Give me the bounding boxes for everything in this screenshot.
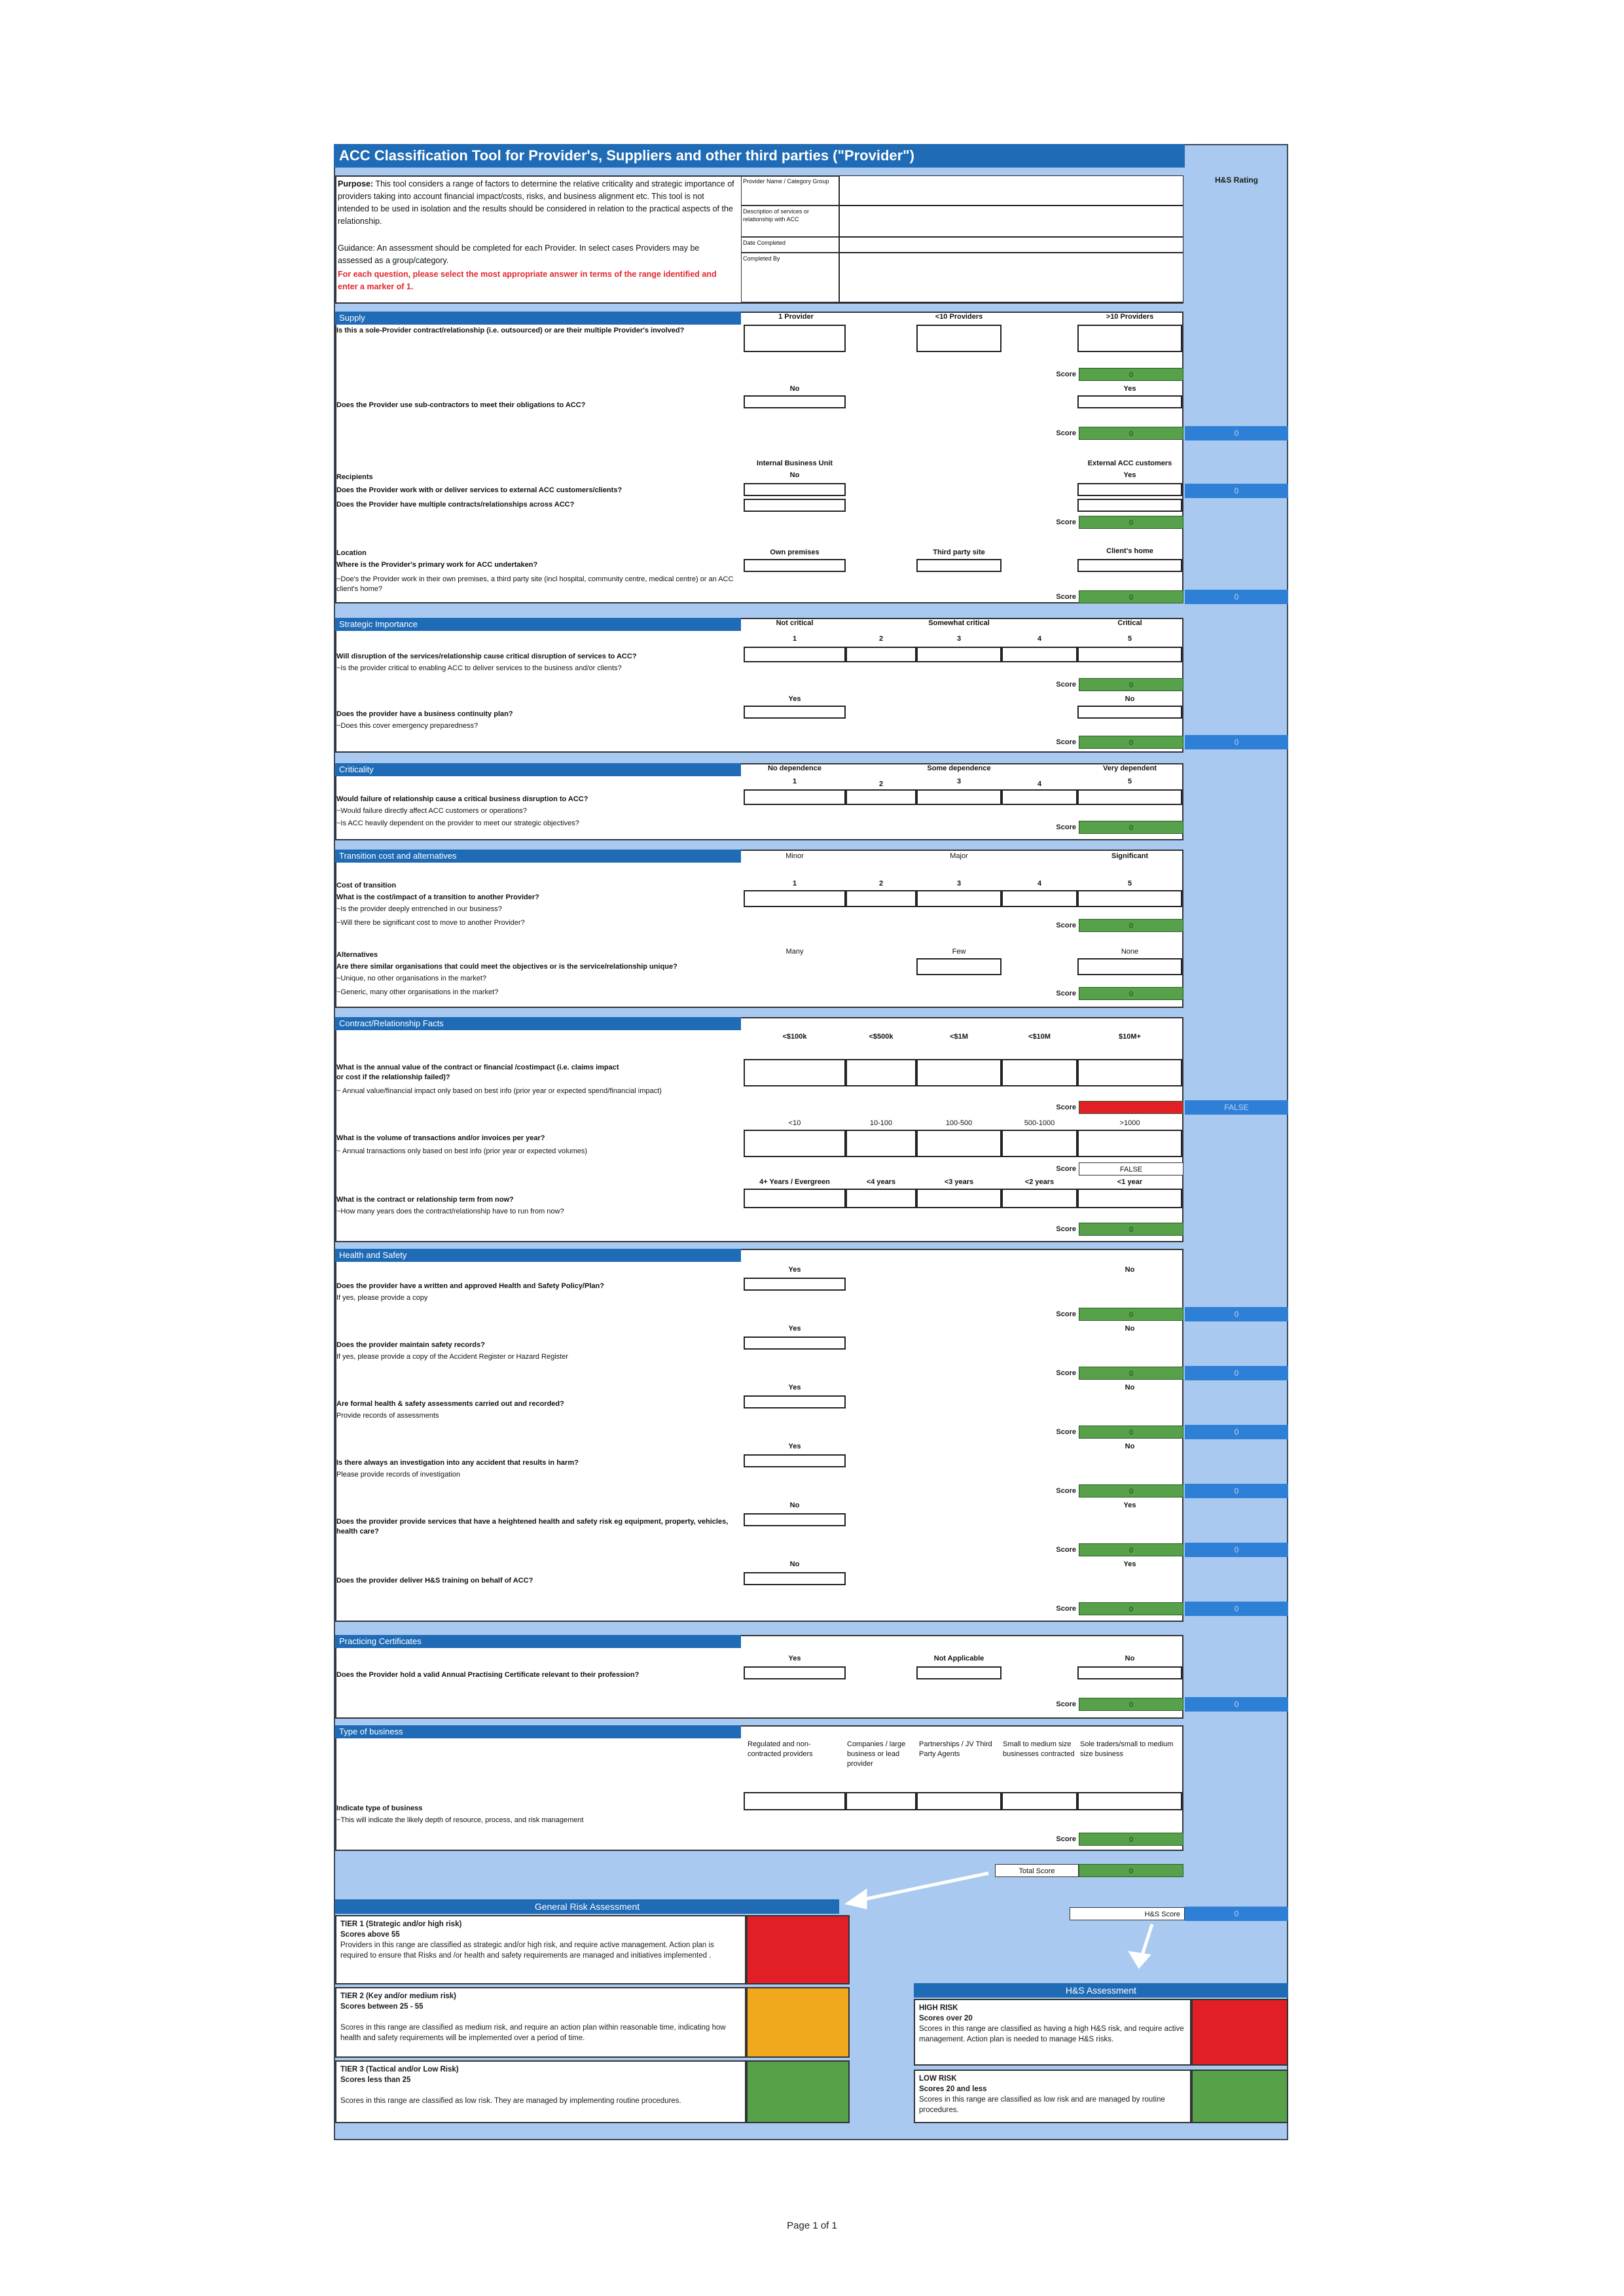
hs-q4-rating: 0 [1185, 1484, 1288, 1498]
business-opt-5: Sole traders/small to medium size business [1080, 1740, 1174, 1758]
contract-q2-sub: ~ Annual transactions only based on best info (prior year or expected volumes) [336, 1147, 588, 1155]
supply-q4-rating: 0 [1185, 590, 1288, 604]
contract-title: Contract/Relationship Facts [335, 1017, 741, 1030]
hs-q5-rating: 0 [1185, 1543, 1288, 1557]
business-q1: Indicate type of business [336, 1804, 423, 1812]
hs-q2-score-label: Score [1056, 1369, 1076, 1377]
contract-q1-opt-3: <$1M [950, 1033, 968, 1041]
supply-q3: Does the Provider work with or deliver services to external ACC customers/clients? [336, 486, 623, 494]
hs-low-risk-swatch [1191, 2070, 1288, 2123]
sheet-title: ACC Classification Tool for Provider's, Suppliers and other third parties ("Provider") [334, 144, 1185, 168]
strategic-q2-rating: 0 [1185, 735, 1288, 749]
supply-q4-opt-own: Own premises [770, 548, 820, 556]
hs-q4: Is there always an investigation into any accident that results in harm? [336, 1459, 579, 1467]
strategic-q2-sub: ~Does this cover emergency preparedness? [336, 722, 478, 730]
transition-q2-opt-many: Many [785, 948, 804, 956]
practicing-q1: Does the Provider hold a valid Annual Practising Certificate relevant to their profession? [336, 1671, 640, 1679]
hs-q5-score-label: Score [1056, 1546, 1076, 1554]
hs-q3-score: 0 [1079, 1426, 1183, 1439]
hs-q6-score: 0 [1079, 1602, 1183, 1615]
strategic-q2-score-label: Score [1056, 738, 1076, 746]
business-opt-3: Partnerships / JV Third Party Agents [919, 1740, 992, 1758]
hs-q4-sub: Please provide records of investigation [336, 1471, 460, 1479]
hs-q3-opt-left: Yes [788, 1384, 801, 1391]
contract-q3-opt-3: <3 years [944, 1178, 974, 1186]
hs-q4-score-label: Score [1056, 1487, 1076, 1495]
contract-q1-opt-5: $10M+ [1119, 1033, 1141, 1041]
business-score-label: Score [1056, 1835, 1076, 1843]
tier-1-swatch [746, 1915, 850, 1984]
supply-q3b: Does the Provider have multiple contracts/relationships across ACC? [336, 501, 575, 509]
strategic-num-5: 5 [1127, 635, 1132, 643]
practicing-opt-no: No [1125, 1655, 1135, 1662]
supply-q4-heading: Location [336, 549, 367, 557]
transition-q2-opt-none: None [1121, 948, 1139, 956]
strategic-q1-sub: ~Is the provider critical to enabling ACC to deliver services to the business and/or clients? [336, 664, 622, 672]
transition-num-5: 5 [1127, 880, 1132, 888]
strategic-num-2: 2 [878, 635, 884, 643]
transition-q2-score: 0 [1079, 987, 1183, 1000]
supply-q3-score-label: Score [1056, 518, 1076, 526]
purpose-label: Purpose: [338, 179, 374, 188]
page-footer: Page 1 of 1 [787, 2220, 837, 2231]
contract-q1-opt-2: <$500k [869, 1033, 893, 1041]
hs-title: Health and Safety [335, 1249, 741, 1262]
hs-q2-sub: If yes, please provide a copy of the Accident Register or Hazard Register [336, 1353, 569, 1361]
hs-rating-header: H&S Rating [1215, 175, 1258, 185]
contract-q2-opt-5: >1000 [1119, 1119, 1140, 1127]
contract-q2-opt-2: 10-100 [869, 1119, 893, 1127]
strategic-q2-opt-no: No [1125, 695, 1135, 703]
supply-q4-score-label: Score [1056, 593, 1076, 601]
transition-scale-high: Significant [1111, 852, 1149, 860]
supply-q3-opt-yes: Yes [1123, 471, 1136, 479]
contract-q3-opt-1: 4+ Years / Evergreen [759, 1178, 830, 1186]
supply-q4-opt-third: Third party site [933, 548, 985, 556]
supply-q3-heading: Recipients [336, 473, 373, 481]
hs-q5-opt-right: Yes [1123, 1501, 1136, 1509]
supply-q4-score: 0 [1079, 590, 1183, 603]
contract-q1: What is the annual value of the contract or financial /costimpact (i.e. claims impact or cost if the relationship failed)? [336, 1064, 619, 1081]
supply-opt-3: >10 Providers [1106, 313, 1154, 321]
tier-2-desc: Scores in this range are classified as medium risk, and require an action plan within reasonable time, indicating how health and safety requirements will be implemented over a period of time. [340, 2024, 726, 2042]
strategic-scale-mid: Somewhat critical [928, 619, 990, 627]
contract-q3-score: 0 [1079, 1223, 1183, 1236]
general-risk-title: General Risk Assessment [335, 1899, 839, 1914]
tier-2 [335, 1987, 746, 2058]
hs-q2-rating: 0 [1185, 1366, 1288, 1380]
strategic-q2-score: 0 [1079, 736, 1183, 749]
hs-low-risk-name: LOW RISK [919, 2075, 957, 2083]
supply-q3-opt-no: No [789, 471, 800, 479]
supply-title: Supply [335, 312, 741, 325]
strategic-num-1: 1 [792, 635, 797, 643]
strategic-q2: Does the provider have a business continuity plan? [336, 710, 513, 718]
transition-q2-sub1: ~Unique, no other organisations in the market? [336, 975, 487, 982]
supply-q2-rating: 0 [1185, 426, 1288, 440]
tier-1-name: TIER 1 (Strategic and/or high risk) [340, 1920, 462, 1928]
transition-num-3: 3 [956, 880, 962, 888]
strategic-q1-score: 0 [1079, 678, 1183, 691]
hs-q5-opt-left: No [789, 1501, 800, 1509]
strategic-q2-opt-yes: Yes [788, 695, 801, 703]
tier-3-range: Scores less than 25 [340, 2076, 411, 2084]
strategic-scale-high: Critical [1117, 619, 1142, 627]
strategic-num-3: 3 [956, 635, 962, 643]
tier-2-name: TIER 2 (Key and/or medium risk) [340, 1992, 457, 2000]
hs-q4-score: 0 [1079, 1484, 1183, 1498]
hs-q3: Are formal health & safety assessments carried out and recorded? [336, 1400, 564, 1408]
field-date-label: Date Completed [741, 237, 839, 253]
contract-q1-score: FALSE [1079, 1101, 1183, 1114]
criticality-title: Criticality [335, 763, 741, 776]
hs-q6-rating: 0 [1185, 1602, 1288, 1616]
tier-1 [335, 1915, 746, 1984]
tier-1-range: Scores above 55 [340, 1931, 400, 1939]
supply-q4: Where is the Provider's primary work for ACC undertaken? [336, 561, 538, 569]
contract-q2-opt-4: 500-1000 [1024, 1119, 1055, 1127]
transition-q2-sub2: ~Generic, many other organisations in the market? [336, 988, 499, 996]
hs-q5: Does the provider provide services that have a heightened health and safety risk eg equipment, property, vehicles, health care? [336, 1518, 729, 1535]
criticality-scale-high: Very dependent [1103, 764, 1157, 772]
practicing-score: 0 [1079, 1698, 1183, 1711]
hs-low-risk-range: Scores 20 and less [919, 2085, 987, 2093]
hs-q1: Does the provider have a written and approved Health and Safety Policy/Plan? [336, 1282, 604, 1290]
criticality-q1-sub2: ~Is ACC heavily dependent on the provider to meet our strategic objectives? [336, 819, 579, 827]
transition-q1-score: 0 [1079, 919, 1183, 932]
contract-q3-opt-5: <1 year [1117, 1178, 1143, 1186]
supply-q2-score: 0 [1079, 427, 1183, 440]
supply-q2-opt-yes: Yes [1123, 385, 1136, 393]
contract-q1-score-label: Score [1056, 1103, 1076, 1111]
transition-q1-sub2: ~Will there be significant cost to move to another Provider? [336, 919, 525, 927]
hs-q1-rating: 0 [1185, 1307, 1288, 1321]
arrow-to-hs-assessment [1131, 1924, 1152, 1966]
criticality-num-4: 4 [1037, 780, 1042, 788]
contract-q2-score-label: Score [1056, 1165, 1076, 1173]
contract-q3: What is the contract or relationship term from now? [336, 1196, 514, 1204]
criticality-num-5: 5 [1127, 778, 1132, 785]
hs-q3-rating: 0 [1185, 1425, 1288, 1439]
supply-q4-sub: ~Doe's the Provider work in their own premises, a third party site (incl hospital, community centre, medical centre) or an ACC client's home? [336, 575, 734, 593]
field-provider-name-label: Provider Name / Category Group [741, 175, 839, 206]
supply-q2: Does the Provider use sub-contractors to meet their obligations to ACC? [336, 401, 586, 409]
supply-opt-2: <10 Providers [935, 313, 983, 321]
arrow-to-general-risk [848, 1873, 988, 1907]
transition-q1-score-label: Score [1056, 922, 1076, 929]
criticality-score: 0 [1079, 821, 1183, 834]
strategic-scale-low: Not critical [776, 619, 814, 627]
supply-q1-score: 0 [1079, 368, 1183, 381]
criticality-num-2: 2 [878, 780, 884, 788]
strategic-q1: Will disruption of the services/relationship cause critical disruption of services to ACC? [336, 653, 637, 660]
hs-low-risk-desc: Scores in this range are classified as low risk and are managed by routine procedures. [919, 2096, 1165, 2114]
supply-q1-score-label: Score [1056, 370, 1076, 378]
strategic-q1-score-label: Score [1056, 681, 1076, 689]
contract-q2-opt-3: 100-500 [945, 1119, 973, 1127]
hs-q3-score-label: Score [1056, 1428, 1076, 1436]
criticality-q1-sub1: ~Would failure directly affect ACC customers or operations? [336, 807, 527, 815]
contract-q2-score: FALSE [1079, 1162, 1183, 1175]
strategic-title: Strategic Importance [335, 618, 741, 631]
contract-q3-sub: ~How many years does the contract/relationship have to run from now? [336, 1208, 564, 1215]
tier-1-desc: Providers in this range are classified as strategic and/or high risk, and require active management. Action plan is required to ensure that Risks and /or health and safety requirements are managed and initiatives implemented . [340, 1941, 714, 1960]
hs-q2-score: 0 [1079, 1367, 1183, 1380]
hs-q6: Does the provider deliver H&S training on behalf of ACC? [336, 1577, 533, 1585]
contract-q1-rating: FALSE [1185, 1100, 1288, 1115]
transition-scale-low: Minor [785, 852, 804, 860]
supply-q3-rating: 0 [1185, 484, 1288, 498]
field-description-label: Description of services or relationship with ACC [741, 206, 839, 237]
transition-num-2: 2 [878, 880, 884, 888]
hs-q1-opt-right: No [1125, 1266, 1135, 1274]
supply-q2-score-label: Score [1056, 429, 1076, 437]
supply-q4-opt-client: Client's home [1106, 547, 1153, 555]
business-title: Type of business [335, 1725, 741, 1738]
business-opt-1: Regulated and non-contracted providers [748, 1740, 813, 1758]
contract-q3-score-label: Score [1056, 1225, 1076, 1233]
hs-q6-score-label: Score [1056, 1605, 1076, 1613]
hs-high-risk-swatch [1191, 1999, 1288, 2066]
supply-q3-score: 0 [1079, 516, 1183, 529]
practicing-score-label: Score [1056, 1700, 1076, 1708]
criticality-score-label: Score [1056, 823, 1076, 831]
business-q1-sub: ~This will indicate the likely depth of resource, process, and risk management [336, 1816, 584, 1824]
field-completed-by-label: Completed By [741, 253, 839, 302]
contract-q1-sub: ~ Annual value/financial impact only based on best info (prior year or expected spend/financial impact) [336, 1087, 662, 1095]
transition-num-4: 4 [1037, 880, 1042, 888]
criticality-q1: Would failure of relationship cause a critical business disruption to ACC? [336, 795, 588, 803]
transition-q1: What is the cost/impact of a transition to another Provider? [336, 893, 539, 901]
hs-high-risk-desc: Scores in this range are classified as having a high H&S risk, and require active management. Action plan is needed to manage H&S risks. [919, 2025, 1184, 2043]
hs-q1-score-label: Score [1056, 1310, 1076, 1318]
guidance-text: Guidance: An assessment should be completed for each Provider. In select cases Providers may be assessed as a group/category. [338, 243, 700, 265]
business-score: 0 [1079, 1833, 1183, 1846]
hs-high-risk [914, 1999, 1191, 2066]
hs-q4-opt-right: No [1125, 1443, 1135, 1450]
hs-q3-opt-right: No [1125, 1384, 1135, 1391]
hs-q2-opt-left: Yes [788, 1325, 801, 1333]
transition-q2-opt-few: Few [952, 948, 966, 956]
criticality-scale-mid: Some dependence [927, 764, 991, 772]
hs-q1-opt-left: Yes [788, 1266, 801, 1274]
supply-q2-opt-no: No [789, 385, 800, 393]
tier-2-range: Scores between 25 - 55 [340, 2003, 424, 2011]
instruction-text: For each question, please select the most appropriate answer in terms of the range identified and enter a marker of 1. [338, 270, 717, 291]
practicing-opt-yes: Yes [788, 1655, 801, 1662]
hs-q1-sub: If yes, please provide a copy [336, 1294, 428, 1302]
criticality-scale-low: No dependence [768, 764, 821, 772]
contract-q1-opt-4: <$10M [1028, 1033, 1051, 1041]
total-score-value: 0 [1079, 1864, 1183, 1877]
transition-q2: Are there similar organisations that could meet the objectives or is the service/relationship unique? [336, 963, 677, 971]
criticality-num-3: 3 [956, 778, 962, 785]
tier-3-name: TIER 3 (Tactical and/or Low Risk) [340, 2066, 459, 2073]
supply-opt-1: 1 Provider [778, 313, 814, 321]
hs-q1-score: 0 [1079, 1308, 1183, 1321]
business-opt-4: Small to medium size businesses contracted [1003, 1740, 1075, 1758]
hs-q3-sub: Provide records of assessments [336, 1412, 439, 1420]
hs-q2: Does the provider maintain safety records? [336, 1341, 485, 1349]
transition-q1-sub1: ~Is the provider deeply entrenched in our business? [336, 905, 502, 913]
contract-q3-opt-2: <4 years [866, 1178, 896, 1186]
hs-high-risk-name: HIGH RISK [919, 2004, 958, 2012]
strategic-num-4: 4 [1037, 635, 1042, 643]
hs-q2-opt-right: No [1125, 1325, 1135, 1333]
hs-score-value: 0 [1185, 1907, 1288, 1921]
tier-3-swatch [746, 2060, 850, 2123]
hs-q5-score: 0 [1079, 1543, 1183, 1556]
purpose-body: This tool considers a range of factors to determine the relative criticality and strategic importance of providers taking into account financial impact/costs, risks, and business alignment etc. This tool is not intended to be used in isolation and the results should be considered in relation to the practical aspects of the relationship. [338, 179, 734, 226]
contract-q3-opt-4: <2 years [1024, 1178, 1055, 1186]
hs-assessment-title: H&S Assessment [914, 1983, 1288, 1998]
practicing-rating: 0 [1185, 1697, 1288, 1712]
contract-q2: What is the volume of transactions and/or invoices per year? [336, 1134, 545, 1142]
hs-q6-opt-left: No [789, 1560, 800, 1568]
hs-score-label: H&S Score [1070, 1907, 1185, 1920]
transition-title: Transition cost and alternatives [335, 850, 741, 863]
total-score-label: Total Score [995, 1864, 1079, 1877]
hs-q6-opt-right: Yes [1123, 1560, 1136, 1568]
practicing-title: Practicing Certificates [335, 1635, 741, 1648]
contract-q1-opt-1: <$100k [782, 1033, 807, 1041]
practicing-opt-na: Not Applicable [933, 1655, 984, 1662]
transition-num-1: 1 [792, 880, 797, 888]
business-opt-2: Companies / large business or lead provider [847, 1740, 906, 1768]
transition-q2-score-label: Score [1056, 990, 1076, 997]
tier-2-swatch [746, 1987, 850, 2058]
tier-3 [335, 2060, 746, 2123]
hs-high-risk-range: Scores over 20 [919, 2015, 973, 2022]
supply-q3-opt-external: External ACC customers [1087, 459, 1172, 467]
hs-low-risk [914, 2070, 1191, 2123]
supply-q1: Is this a sole-Provider contract/relationship (i.e. outsourced) or are their multiple Provider's involved? [336, 327, 685, 334]
transition-q2-heading: Alternatives [336, 951, 378, 959]
hs-q4-opt-left: Yes [788, 1443, 801, 1450]
tier-3-desc: Scores in this range are classified as low risk. They are managed by implementing routine procedures. [340, 2097, 681, 2105]
transition-scale-mid: Major [950, 852, 968, 860]
criticality-num-1: 1 [792, 778, 797, 785]
transition-q1-heading: Cost of transition [336, 882, 397, 889]
contract-q2-opt-1: <10 [788, 1119, 801, 1127]
supply-q3-opt-internal: Internal Business Unit [756, 459, 833, 467]
